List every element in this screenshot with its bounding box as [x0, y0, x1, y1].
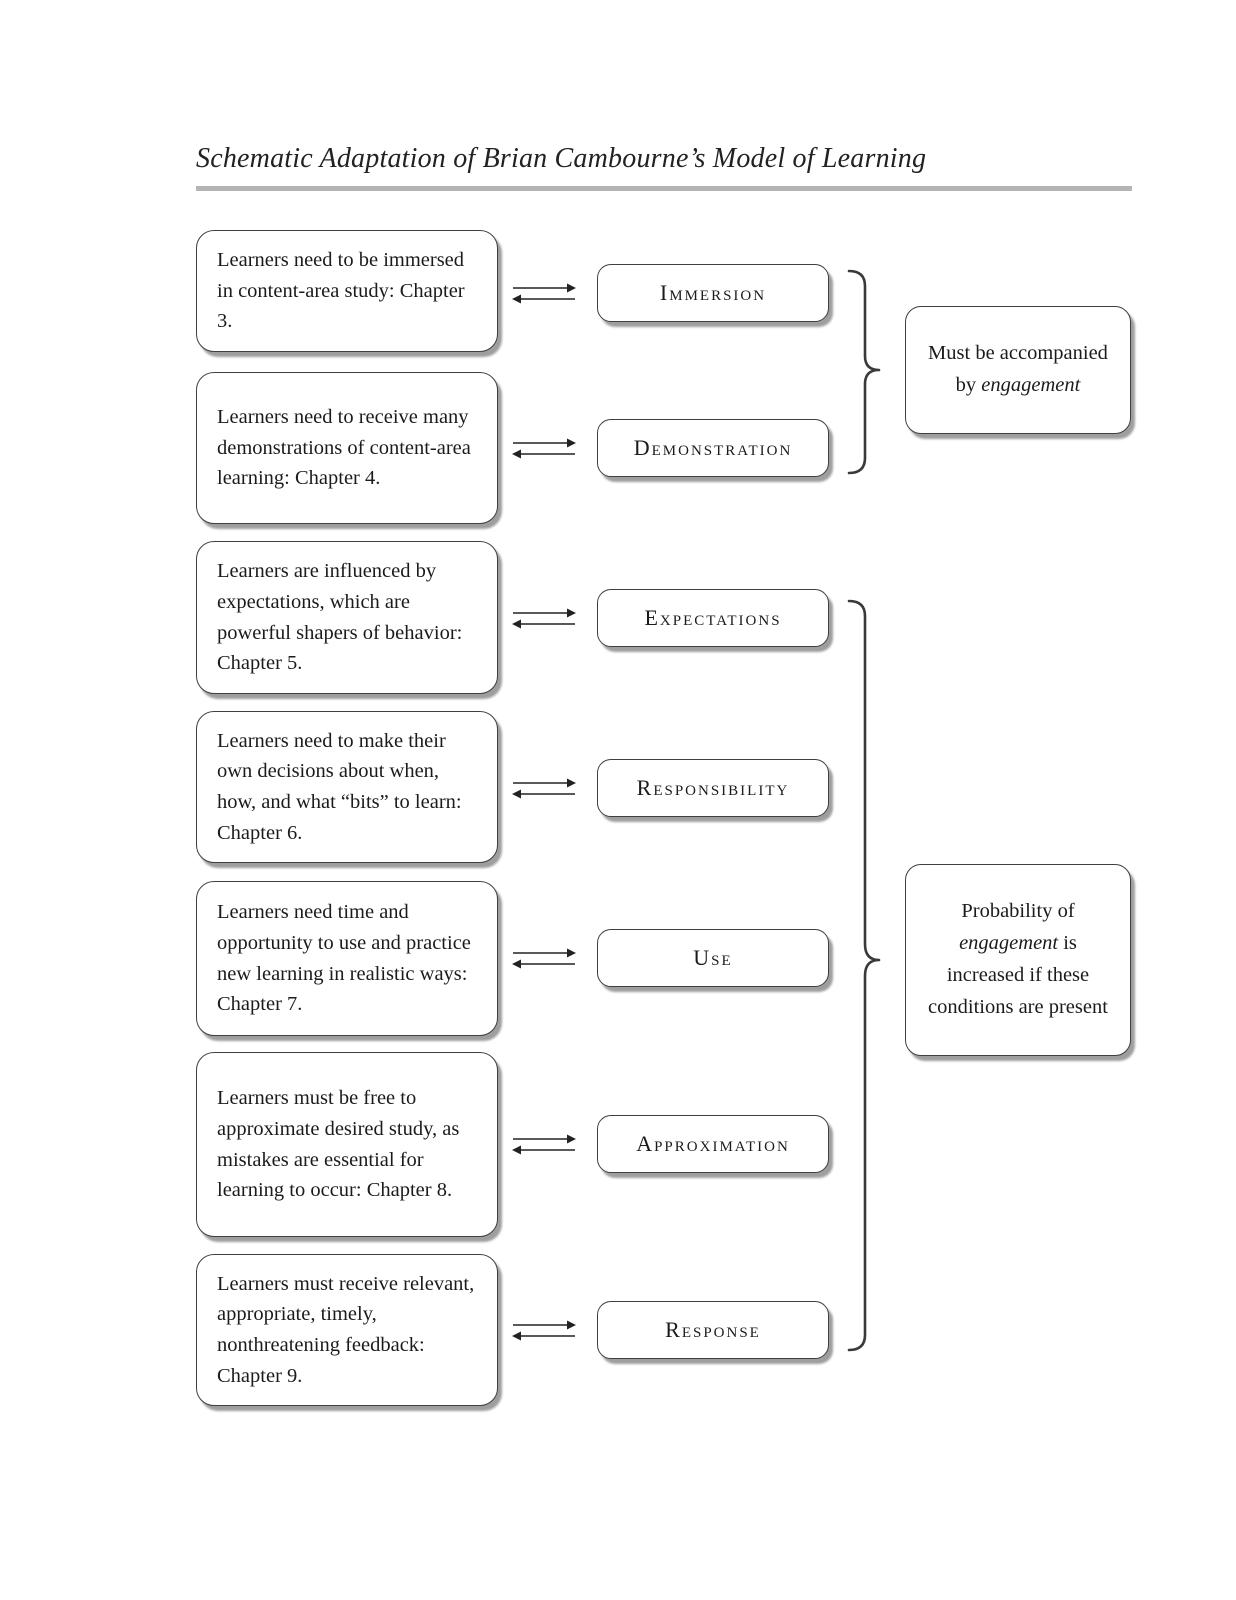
exchange-arrows-icon: [511, 1131, 577, 1157]
curly-brace-icon: [846, 598, 882, 1353]
condition-label: Expectations: [644, 605, 782, 630]
condition-label-box-expectations: [597, 589, 829, 647]
curly-brace-icon: [846, 268, 882, 476]
engagement-annotation-box: [905, 306, 1131, 434]
engagement-emphasis: engagement: [981, 374, 1081, 396]
learner-description-box: [196, 372, 498, 524]
condition-label: Approximation: [636, 1131, 790, 1156]
learner-description-text: Learners need to make their own decisions about when, how, and what “bits” to learn: Chapter 6.: [217, 729, 462, 844]
condition-label: Responsibility: [636, 775, 790, 800]
exchange-arrows-icon: [511, 945, 577, 971]
exchange-arrows-icon: [511, 1317, 577, 1343]
engagement-emphasis: engagement: [959, 932, 1059, 955]
annotation-text-pre: Probability of: [961, 900, 1075, 923]
condition-label: Immersion: [659, 280, 767, 305]
probability-annotation-box: [905, 864, 1131, 1056]
learner-description-box: [196, 1052, 498, 1237]
exchange-arrows-icon: [511, 775, 577, 801]
annotation-text-post: is increased if these conditions are present: [928, 932, 1108, 1018]
exchange-arrows-icon: [511, 435, 577, 461]
condition-label-box-use: [597, 929, 829, 987]
learner-description-text: Learners are influenced by expectations, which are powerful shapers of behavior: Chapter 5.: [217, 560, 463, 675]
learner-description-text: Learners need time and opportunity to use and practice new learning in realistic ways: Chapter 7.: [217, 901, 471, 1016]
condition-label: Use: [693, 945, 733, 970]
condition-label-box-responsibility: [597, 759, 829, 817]
learner-description-box: [196, 541, 498, 694]
condition-label-box-immersion: [597, 264, 829, 322]
learner-description-text: Learners need to receive many demonstrations of content-area learning: Chapter 4.: [217, 405, 471, 490]
learner-description-box: [196, 230, 498, 352]
title-underline: [196, 186, 1132, 191]
learner-description-box: [196, 1254, 498, 1406]
condition-label: Response: [665, 1317, 761, 1342]
learner-description-box: [196, 711, 498, 863]
exchange-arrows-icon: [511, 280, 577, 306]
learner-description-box: [196, 881, 498, 1036]
condition-label-box-demonstration: [597, 419, 829, 477]
annotation-text-pre: Must be accompanied by: [928, 342, 1108, 396]
learner-description-text: Learners must be free to approximate desired study, as mistakes are essential for learning to occur: Chapter 8.: [217, 1087, 460, 1202]
learner-description-text: Learners need to be immersed in content-area study: Chapter 3.: [217, 248, 465, 333]
exchange-arrows-icon: [511, 605, 577, 631]
condition-label-box-approximation: [597, 1115, 829, 1173]
condition-label: Demonstration: [633, 435, 793, 460]
learner-description-text: Learners must receive relevant, appropriate, timely, nonthreatening feedback: Chapter 9.: [217, 1272, 475, 1387]
page-title: Schematic Adaptation of Brian Cambourne’s Model of Learning: [196, 143, 927, 174]
condition-label-box-response: [597, 1301, 829, 1359]
